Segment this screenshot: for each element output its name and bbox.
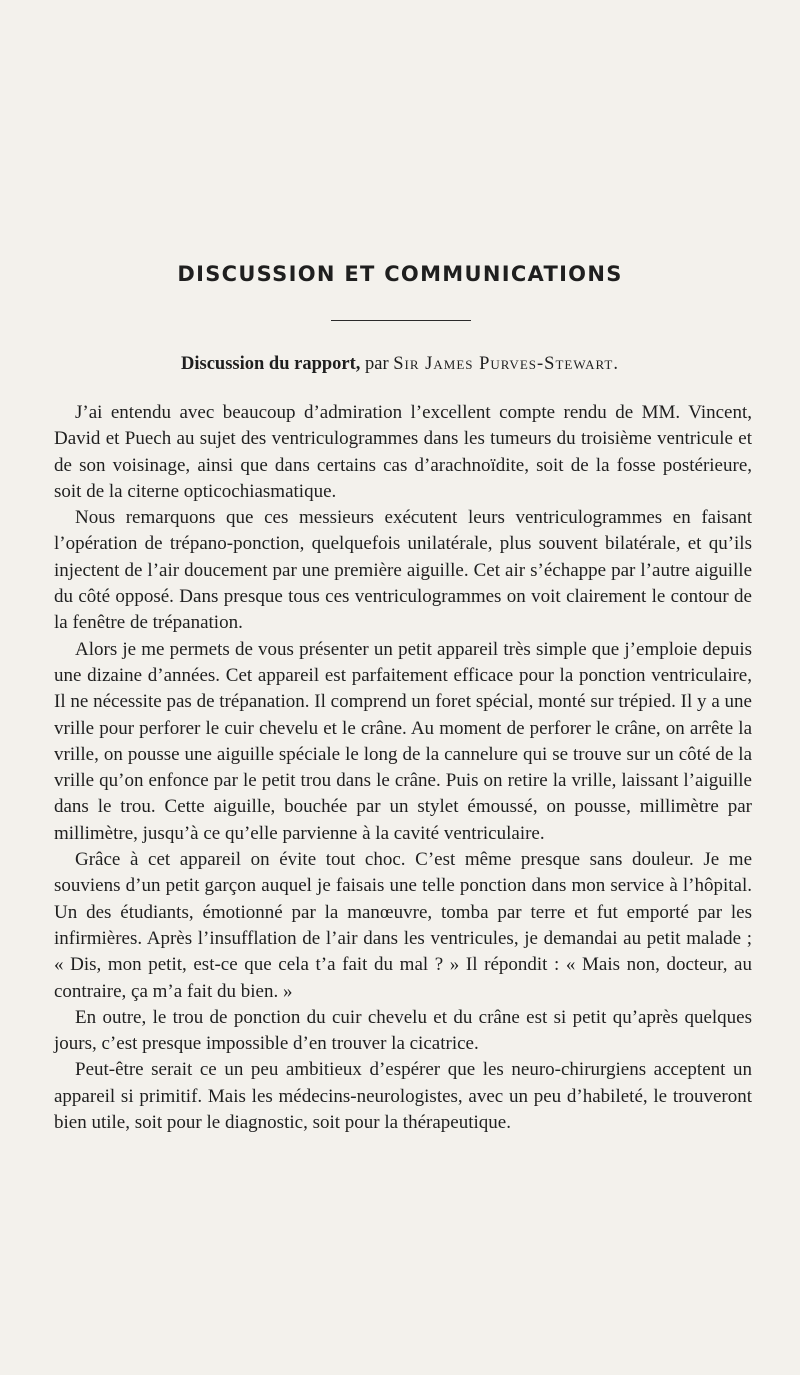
paragraph: Alors je me permets de vous présenter un petit appareil très simple que j’emploie depuis une dizaine d’années. Cet appareil est parfaitement efficace pour la ponction ventriculaire, Il ne nécessite pas de trépanation. Il comprend un foret spécial, monté sur trépied. Il y a une vrille pour perforer le cuir chevelu et le crâne. Au moment de perforer le crâne, on arrête la vrille, on pousse une aiguille spéciale le long de la cannelure qui se trouve sur un côté de la vrille qu’on enfonce par le petit trou dans le crâne. Puis on retire la vrille, laissant l’aiguille dans le trou. Cette aiguille, bouchée par un stylet émoussé, on pousse, millimètre par millimètre, jusqu’à ce qu’elle parvienne à la cavité ventriculaire.	[54, 638, 752, 844]
subtitle-topic: Discussion du rapport,	[181, 354, 361, 374]
subtitle	[0, 354, 800, 375]
subtitle-author: Sir James Purves-Stewart.	[393, 354, 619, 374]
paragraph: Grâce à cet appareil on évite tout choc. C’est même presque sans douleur. Je me souviens d’un petit garçon auquel je faisais une telle ponction dans mon service à l’hôpital. Un des étudiants, émotionné par la manœuvre, tomba par terre et fut emporté par les infirmières. Après l’insufflation de l’air dans les ventricules, je demandai au petit malade ; « Dis, mon petit, est-ce que cela t’a fait du mal ? » Il répondit : « Mais non, docteur, au contraire, ça m’a fait du bien. »	[54, 849, 752, 1002]
paragraph: Peut-être serait ce un peu ambitieux d’espérer que les neuro-chirurgiens acceptent un appareil si primitif. Mais les médecins-neurologistes, avec un peu d’habileté, le trouveront bien utile, soit pour le diagnostic, soit pour la thérapeutique.	[54, 1059, 752, 1134]
title-divider	[331, 320, 471, 321]
subtitle-by: par	[365, 354, 389, 374]
paragraph: En outre, le trou de ponction du cuir chevelu et du crâne est si petit qu’après quelques jours, c’est presque impossible d’en trouver la cicatrice.	[54, 1006, 752, 1055]
section-title: DISCUSSION ET COMMUNICATIONS	[177, 262, 623, 286]
body-text	[54, 400, 752, 1136]
paragraph: J’ai entendu avec beaucoup d’admiration l’excellent compte rendu de MM. Vincent, David et Puech au sujet des ventriculogrammes dans les tumeurs du troisième ventricule et de son voisinage, ainsi que dans certains cas d’arachnoïdite, soit de la fosse postérieure, soit de la citerne opticochiasmatique.	[54, 402, 752, 502]
paragraph: Nous remarquons que ces messieurs exécutent leurs ventriculogrammes en faisant l’opération de trépano-ponction, quelquefois unilatérale, plus souvent bilatérale, et qu’ils injectent de l’air doucement par une première aiguille. Cet air s’échappe par l’autre aiguille du côté opposé. Dans presque tous ces ventriculogrammes on voit clairement le contour de la fenêtre de trépanation.	[54, 507, 752, 634]
